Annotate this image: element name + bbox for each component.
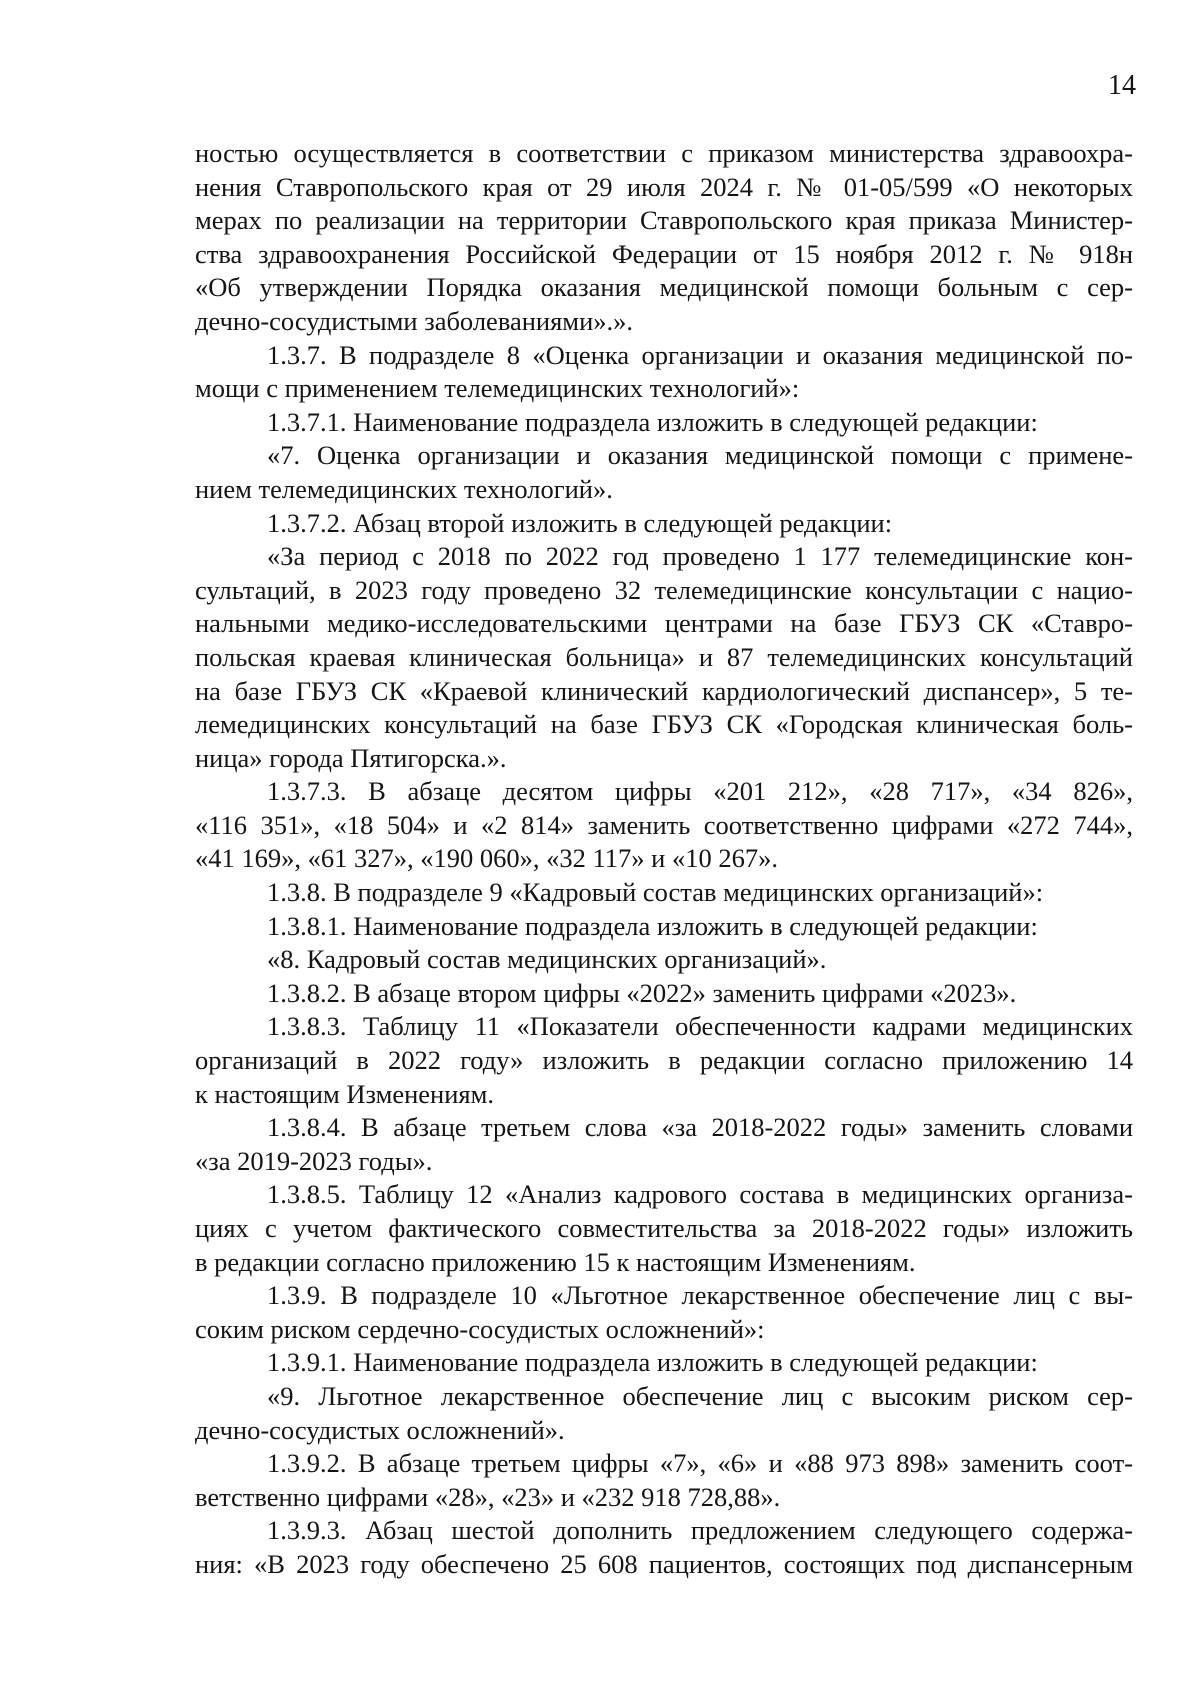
text-line: в редакции согласно приложению 15 к настоящим Изменениям. [195,1246,916,1277]
text-line: польская краевая клиническая больница» и 87 телемедицинских консультаций [195,641,1133,672]
text-line: 1.3.7.2. Абзац второй изложить в следующей редакции: [267,507,893,538]
text-line: «41 169», «61 327», «190 060», «32 117» и «10 267». [195,843,778,874]
text-line: 1.3.9.3. Абзац шестой дополнить предложением следующего содержа- [267,1515,1133,1546]
text-line: 1.3.9. В подразделе 10 «Льготное лекарственное обеспечение лиц с вы- [267,1280,1133,1311]
text-line: «за 2019-2023 годы». [195,1145,433,1176]
text-line: сультаций, в 2023 году проведено 32 телемедицинские консультации с нацио- [195,574,1133,605]
text-line: соким риском сердечно-сосудистых осложнений»: [195,1313,765,1344]
text-line: 1.3.8.2. В абзаце втором цифры «2022» заменить цифрами «2023». [267,977,1017,1008]
text-line: нием телемедицинских технологий». [195,473,613,504]
text-line: ства здравоохранения Российской Федерации от 15 ноября 2012 г. № 918н [195,238,1133,269]
document-body [195,137,1133,1582]
text-line: 1.3.7.1. Наименование подраздела изложить в следующей редакции: [267,406,1038,437]
text-line: «За период с 2018 по 2022 год проведено 1 177 телемедицинские кон- [267,541,1133,572]
text-line: 1.3.8.1. Наименование подраздела изложить в следующей редакции: [267,910,1038,941]
text-line: ветственно цифрами «28», «23» и «232 918 728,88». [195,1481,781,1512]
text-line: мерах по реализации на территории Ставропольского края приказа Министер- [195,205,1133,236]
text-line: «7. Оценка организации и оказания медицинской помощи с примене- [267,440,1133,471]
text-line: циях с учетом фактического совместительства за 2018-2022 годы» изложить [195,1213,1133,1243]
text-line: «9. Льготное лекарственное обеспечение лиц с высоким риском сер- [267,1380,1133,1411]
text-line: «116 351», «18 504» и «2 814» заменить соответственно цифрами «272 744», [195,809,1133,840]
text-line: нения Ставропольского края от 29 июля 2024 г. № 01-05/599 «О некоторых [195,171,1133,202]
page-number: 14 [1108,70,1136,101]
text-line: 1.3.9.2. В абзаце третьем цифры «7», «6» и «88 973 898» заменить соот- [267,1448,1133,1479]
text-line: ностью осуществляется в соответствии с приказом министерства здравоохра- [195,138,1133,168]
text-line: организаций в 2022 году» изложить в редакции согласно приложению 14 [195,1045,1133,1076]
text-line: ния: «В 2023 году обеспечено 25 608 пациентов, состоящих под диспансерным [195,1548,1133,1579]
text-line: 1.3.7. В подразделе 8 «Оценка организации и оказания медицинской по- [267,339,1133,370]
text-line: к настоящим Изменениям. [195,1078,495,1109]
text-line: дечно-сосудистыми заболеваниями».». [195,305,634,336]
text-line: лемедицинских консультаций на базе ГБУЗ СК «Городская клиническая боль- [195,709,1133,740]
text-line: 1.3.8.4. В абзаце третьем слова «за 2018-2022 годы» заменить словами [267,1112,1133,1143]
text-line: ница» города Пятигорска.». [195,742,507,773]
text-line: «8. Кадровый состав медицинских организаций». [267,944,827,975]
text-line: дечно-сосудистых осложнений». [195,1414,565,1445]
text-line: 1.3.8. В подразделе 9 «Кадровый состав медицинских организаций»: [267,877,1044,908]
text-line: «Об утверждении Порядка оказания медицинской помощи больным с сер- [195,272,1133,303]
text-line: 1.3.9.1. Наименование подраздела изложить в следующей редакции: [267,1347,1038,1378]
text-line: мощи с применением телемедицинских технологий»: [195,373,800,404]
text-line: 1.3.7.3. В абзаце десятом цифры «201 212», «28 717», «34 826», [267,776,1133,807]
text-line: нальными медико-исследовательскими центрами на базе ГБУЗ СК «Ставро- [195,608,1133,639]
text-line: 1.3.8.3. Таблицу 11 «Показатели обеспеченности кадрами медицинских [267,1011,1133,1042]
text-line: на базе ГБУЗ СК «Краевой клинический кардиологический диспансер», 5 те- [195,675,1133,706]
text-line: 1.3.8.5. Таблицу 12 «Анализ кадрового состава в медицинских организа- [267,1179,1133,1210]
